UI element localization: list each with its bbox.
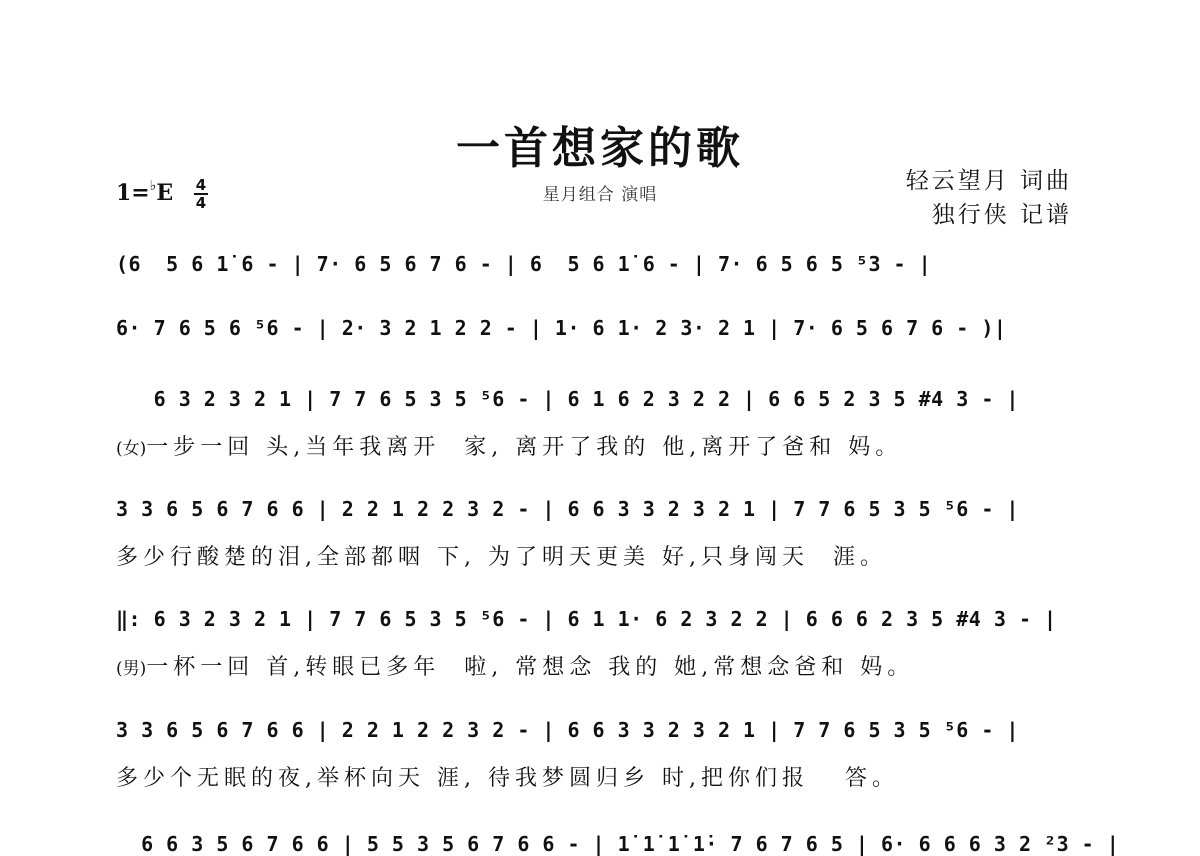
key-prefix: 1= — [116, 180, 150, 206]
time-top: 4 — [195, 176, 207, 194]
stave-line-6: 3 3 6 5 6 7 6 6 | 2 2 1 2 2 3 2 - | 6 6 3 3 2 3 2 1 | 7 7 6 5 3 5 ⁵6 - | — [116, 718, 1019, 742]
stave-line-2: 6· 7 6 5 6 ⁵6 - | 2· 3 2 1 2 2 - | 1· 6 1· 2 3· 2 1 | 7· 6 5 6 7 6 - )| — [116, 316, 1007, 340]
lyric-text: 多少个无眠的夜,举杯向天 涯, 待我梦圆归乡 时,把你们报 答。 — [116, 766, 899, 791]
lyric-line-3 — [116, 650, 1091, 681]
key-signature — [116, 178, 173, 206]
lyric-line-2 — [116, 540, 1091, 571]
stave-line-1: (6 5 6 1̇ 6 - | 7· 6 5 6 7 6 - | 6 5 6 1̇ 6 - | 7· 6 5 6 5 ⁵3 - | — [116, 252, 932, 276]
notation-credit: 独行侠 记谱 — [931, 202, 1072, 228]
stave-line-4: 3 3 6 5 6 7 6 6 | 2 2 1 2 2 3 2 - | 6 6 3 3 2 3 2 1 | 7 7 6 5 3 5 ⁵6 - | — [116, 497, 1019, 521]
performer-credit: 星月组合 演唱 — [542, 185, 658, 205]
flat-symbol: ♭ — [149, 178, 157, 194]
stave-line-5: ‖: 6 3 2 3 2 1 | 7 7 6 5 3 5 ⁵6 - | 6 1 1· 6 2 3 2 2 | 6 6 6 2 3 5 #4 3 - | — [116, 607, 1057, 631]
voice-label: (女) — [116, 439, 147, 459]
lyric-text: 多少行酸楚的泪,全部都咽 下, 为了明天更美 好,只身闯天 涯。 — [116, 545, 887, 570]
voice-label: (男) — [116, 659, 147, 679]
time-signature — [194, 178, 208, 210]
lyric-text: 一步一回 头,当年我离开 家, 离开了我的 他,离开了爸和 妈。 — [146, 435, 903, 460]
time-bottom: 4 — [195, 194, 207, 212]
lyric-line-1 — [116, 430, 1091, 461]
stave-line-7: 6 6 3 5 6 7 6 6 | 5 5 3 5 6 7 6 6 - | 1̇ 1̇ 1̇ 1̇· 7 6 7 6 5 | 6· 6 6 6 3 2 ²3 - | — [116, 832, 1120, 856]
stave-line-3: 6 3 2 3 2 1 | 7 7 6 5 3 5 ⁵6 - | 6 1 6 2 3 2 2 | 6 6 5 2 3 5 #4 3 - | — [116, 387, 1019, 411]
key-note: E — [156, 180, 174, 206]
lyric-text: 一杯一回 首,转眼已多年 啦, 常想念 我的 她,常想念爸和 妈。 — [146, 655, 915, 680]
lyric-line-4 — [116, 761, 1091, 792]
song-title: 一首想家的歌 — [456, 123, 744, 174]
lyrics-composer-credit: 轻云望月 词曲 — [905, 168, 1072, 194]
